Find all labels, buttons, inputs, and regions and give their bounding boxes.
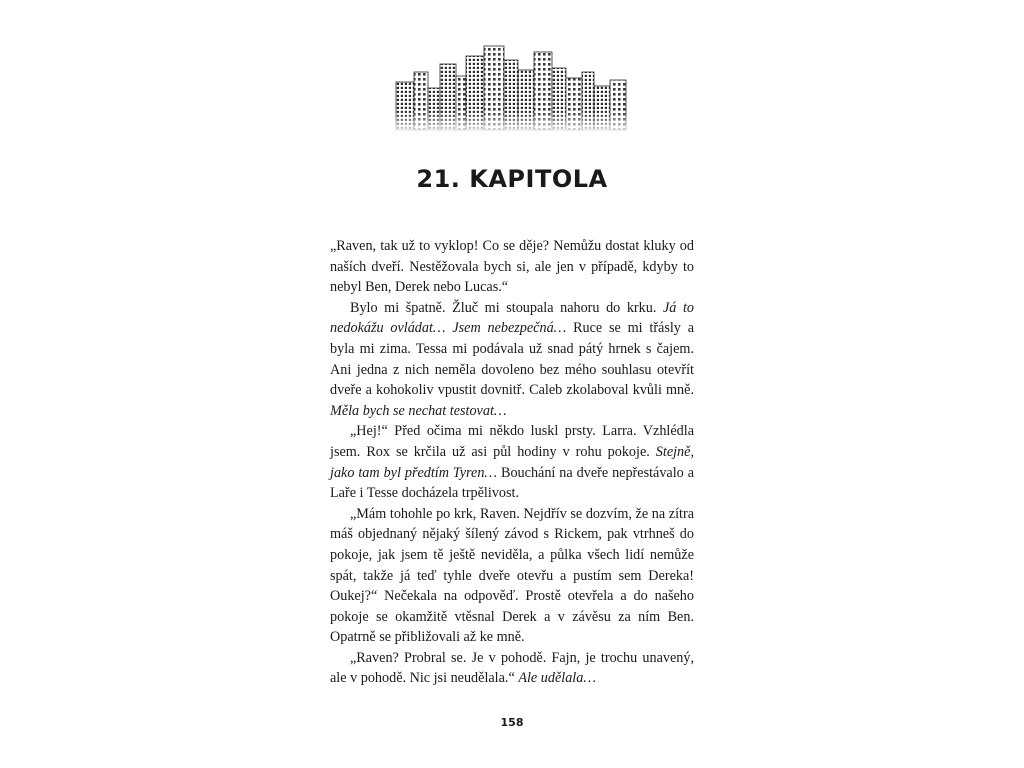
paragraph (330, 648, 694, 689)
text-run: Bylo mi špatně. Žluč mi stoupala nahoru do krku. (350, 299, 663, 316)
text-run: „Hej!“ Před očima mi někdo luskl prsty. Larra. Vzhlédla jsem. Rox se krčila už asi půl hodiny v rohu pokoje. (330, 423, 694, 460)
paragraph (330, 236, 694, 298)
chapter-body (330, 236, 694, 689)
italic-text: Já to nedokážu ovládat… Jsem nebezpečná… (330, 299, 694, 337)
city-skyline-icon (392, 42, 632, 134)
text-run: „Raven, tak už to vyklop! Co se děje? Nemůžu dostat kluky od naších dveří. Nestěžovala bych si, ale jen v případě, kdyby to nebyl Ben, Derek nebo Lucas.“ (330, 238, 694, 296)
text-run: „Mám tohohle po krk, Raven. Nejdřív se dozvím, že na zítra máš objednaný nějaký šílený závod s Rickem, pak vtrhneš do pokoje, jak jsem tě ještě neviděla, a půlka všech lidí nemůže spát, takže já teď tyhle dveře otevřu a pustím sem Dereka! Oukej?“ Nečekala na odpověď. Prostě otevřela a do našeho pokoje se okamžitě vtěsnal Derek a v závěsu za ním Ben. Opatrně se přibližovali až ke mně. (330, 505, 694, 646)
italic-text: Stejně, jako tam byl předtím Tyren… (330, 443, 694, 481)
text-run: Ruce se mi třásly a byla mi zima. Tessa mi podávala už snad pátý hrnek s čajem. Ani jedna z nich neměla dovoleno bez mého souhlasu otevřít dveře a kohokoliv vpustit dovnitř. Caleb zkolaboval kvůli mně. (330, 320, 694, 399)
chapter-title: 21. KAPITOLA (416, 165, 608, 193)
italic-text: Měla bych se nechat testovat… (330, 402, 507, 419)
text-run: Bouchání na dveře nepřestávalo a Laře i Tesse docházela trpělivost. (330, 464, 695, 502)
paragraph (330, 298, 694, 422)
paragraph (330, 504, 694, 648)
paragraph (330, 421, 694, 503)
italic-text: Ale udělala… (518, 670, 596, 687)
page-number: 158 (500, 716, 524, 729)
text-run: „Raven? Probral se. Je v pohodě. Fajn, je trochu unavený, ale v pohodě. Nic jsi neudělala.“ (330, 649, 694, 687)
